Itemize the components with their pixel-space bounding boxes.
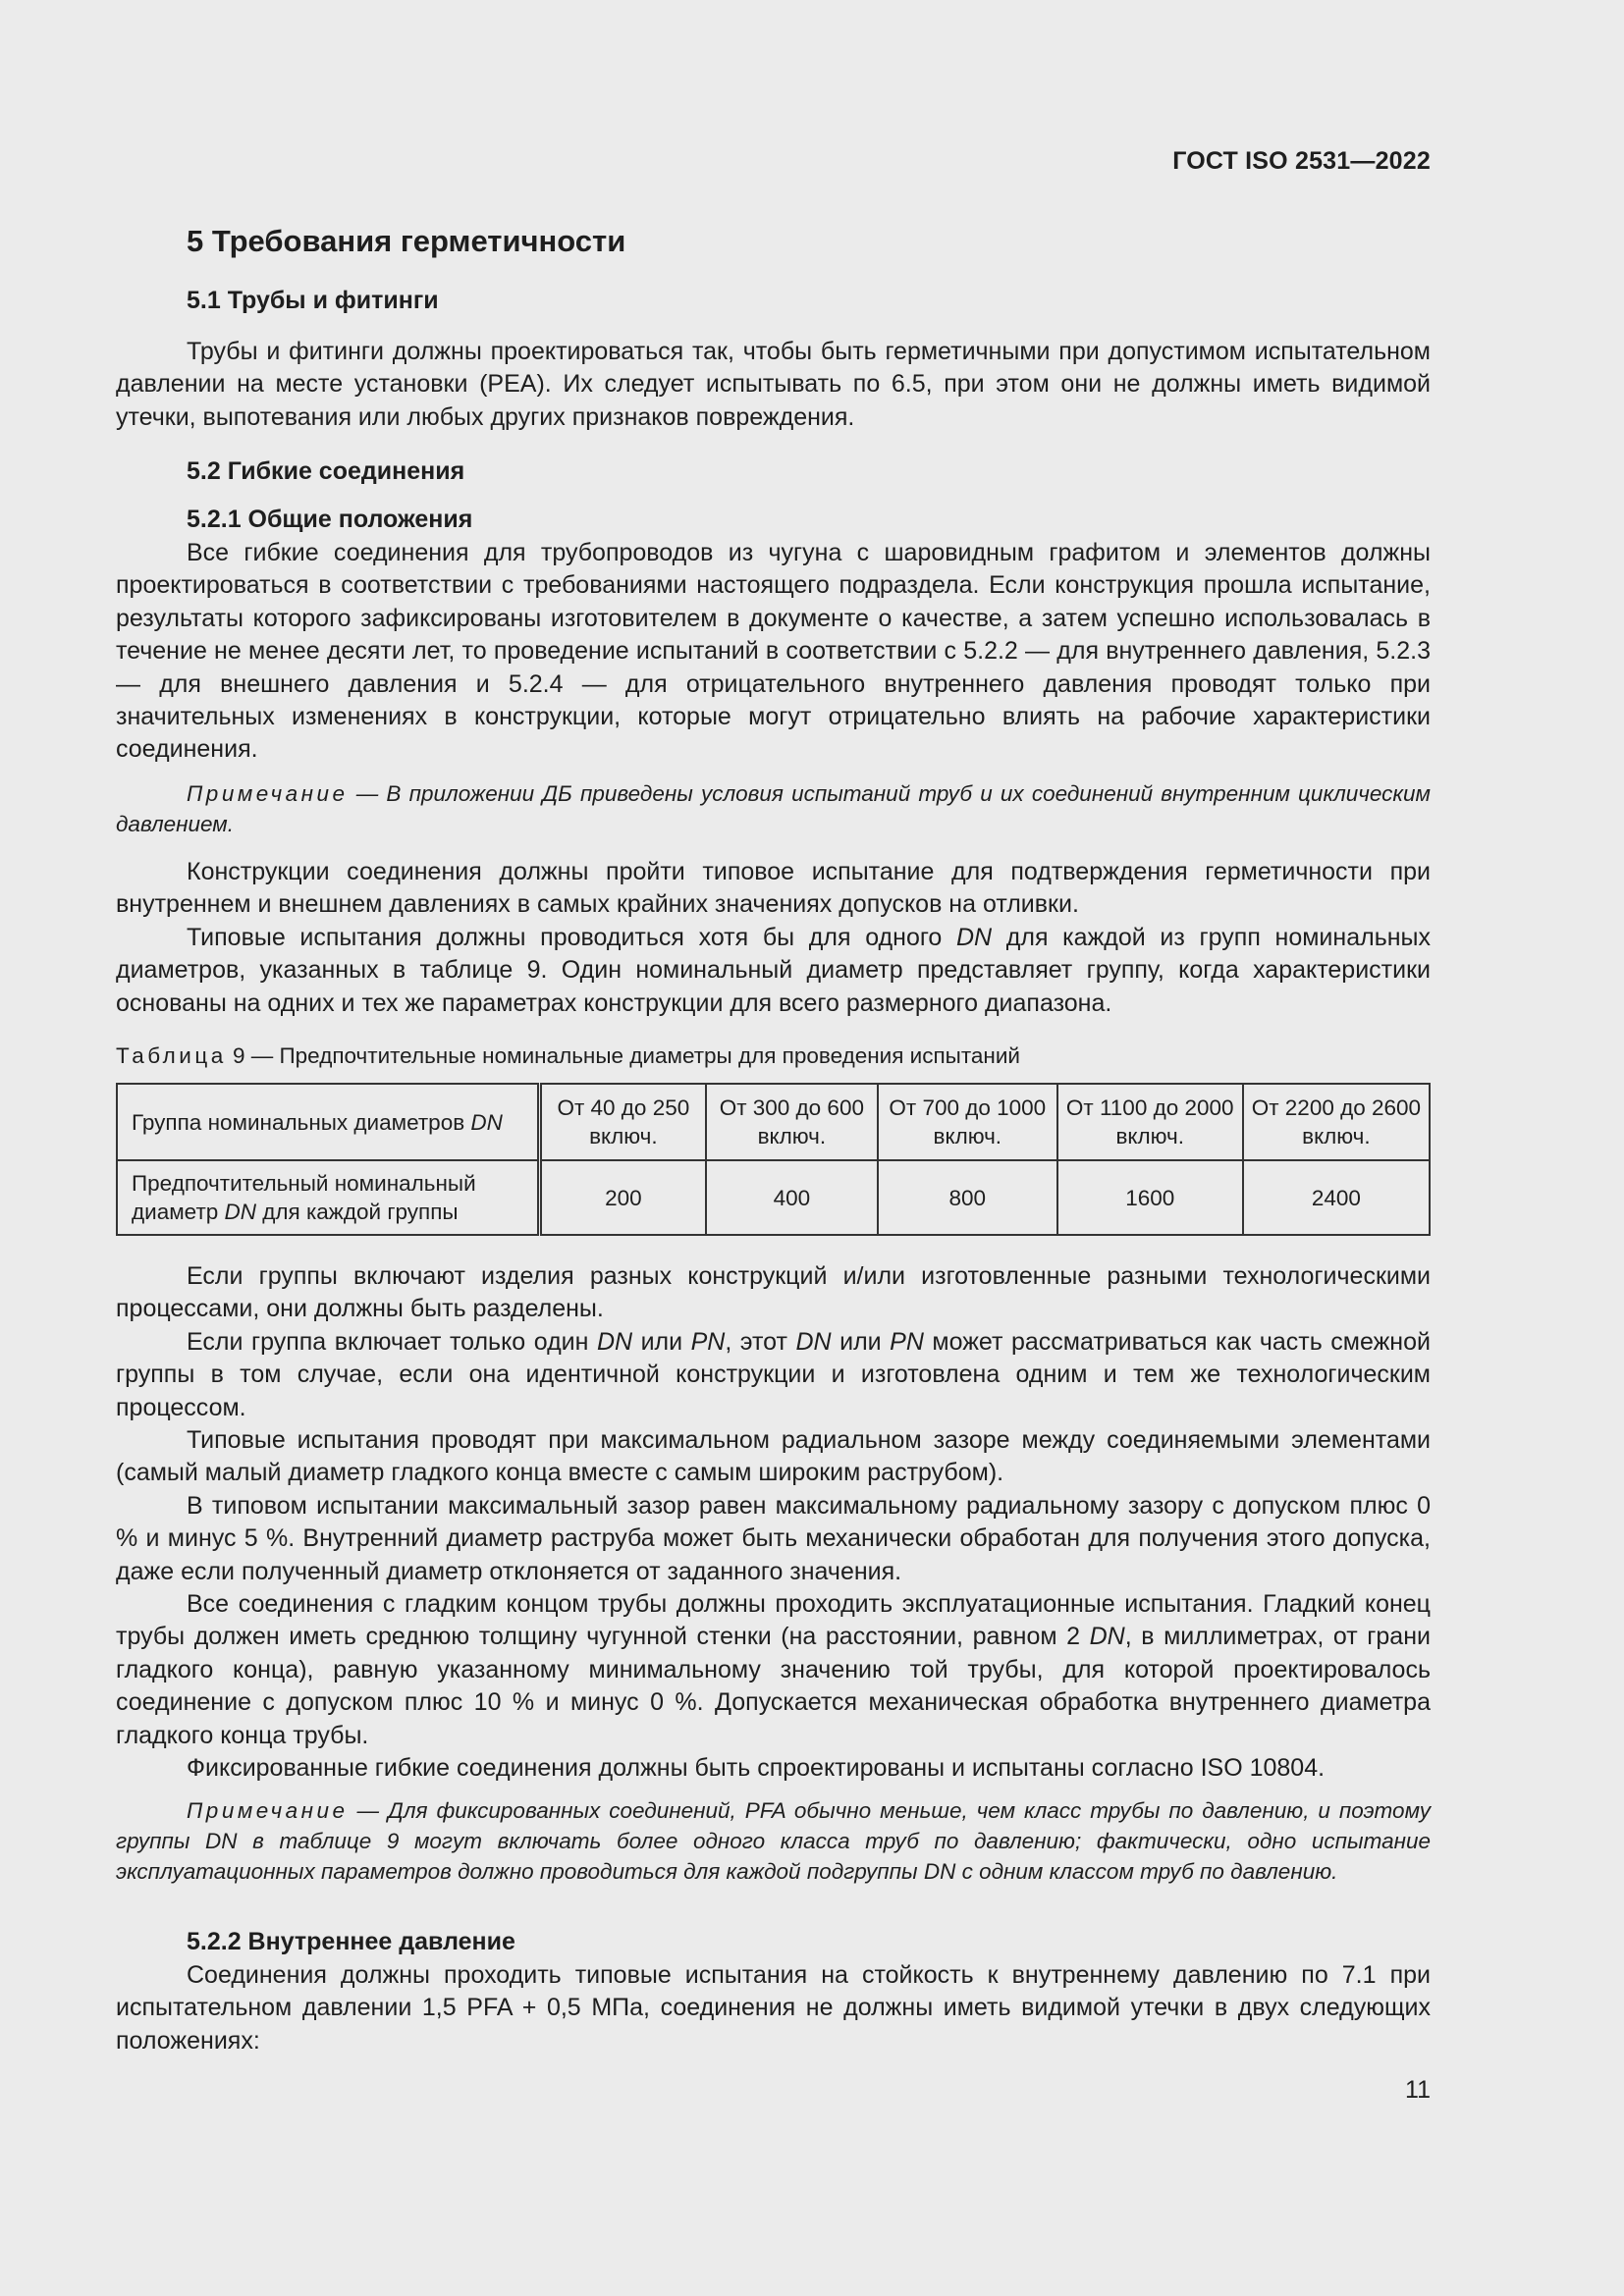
table-cell: 1600 bbox=[1057, 1160, 1243, 1235]
page-number: 11 bbox=[1405, 2076, 1431, 2104]
table-row-header: Предпочтительный номинальный диаметр DN для каждой группы bbox=[117, 1160, 540, 1235]
table-cell: 800 bbox=[878, 1160, 1057, 1235]
paragraph-general-2: Конструкции соединения должны пройти типовое испытание для подтверждения герметичности при внутреннем и внешнем давлениях в самых крайних значениях допусков на отливки. bbox=[116, 858, 1431, 919]
subsection-5-2-title: 5.2 Гибкие соединения bbox=[187, 457, 465, 485]
paragraph-single-dn: Если группа включает только один DN или PN, этот DN или PN может рассматриваться как часть смежной группы в том случае, если она идентичной конструкции и изготовлена одним и тем же технологическим процессом. bbox=[116, 1328, 1431, 1421]
table-row-header: Группа номинальных диаметров DN bbox=[117, 1084, 540, 1160]
subsection-5-1-text: Трубы и фитинги должны проектироваться так, чтобы быть герметичными при допустимом испытательном давлении на месте установки (PEA). Их следует испытывать по 6.5, при этом они не должны иметь видимой утечки, выпотевания или любых других признаков повреждения. bbox=[116, 338, 1431, 431]
table-cell: От 300 до 600 включ. bbox=[706, 1084, 878, 1160]
paragraph-general-3: Типовые испытания должны проводиться хотя бы для одного DN для каждой из групп номинальных диаметров, указанных в таблице 9. Один номинальный диаметр представляет группу, когда характеристики основаны на одних и тех же параметрах конструкции для всего размерного диапазона. bbox=[116, 924, 1431, 1017]
paragraph-restrained: Фиксированные гибкие соединения должны быть спроектированы и испытаны согласно ISO 10804. bbox=[187, 1754, 1326, 1782]
table-cell: 400 bbox=[706, 1160, 878, 1235]
table-cell: 2400 bbox=[1243, 1160, 1430, 1235]
standard-designation: ГОСТ ISO 2531—2022 bbox=[1172, 147, 1431, 175]
section-title: 5 Требования герметичности bbox=[187, 224, 626, 258]
note-label: Примечание bbox=[187, 1798, 349, 1823]
table-cell: 200 bbox=[540, 1160, 706, 1235]
table-cell: От 1100 до 2000 включ. bbox=[1057, 1084, 1243, 1160]
paragraph-groups: Если группы включают изделия разных конструкций и/или изготовленные разными технологическими процессами, они должны быть разделены. bbox=[116, 1262, 1431, 1323]
subsection-5-1-title: 5.1 Трубы и фитинги bbox=[187, 287, 439, 314]
table-cell: От 700 до 1000 включ. bbox=[878, 1084, 1057, 1160]
subsection-5-2-2-title: 5.2.2 Внутреннее давление bbox=[187, 1928, 515, 1955]
paragraph-radial-gap: Типовые испытания проводят при максимальном радиальном зазоре между соединяемыми элементами (самый малый диаметр гладкого конца вместе с самым широким раструбом). bbox=[116, 1426, 1431, 1487]
note-2 bbox=[116, 1795, 1431, 1887]
note-text: — Для фиксированных соединений, PFA обычно меньше, чем класс трубы по давлению, и поэтому группы DN в таблице 9 могут включать более одного класса труб по давлению; фактически, одно испытание эксплуатационных параметров должно проводиться для каждой подгруппы DN с одним классом труб по давлению. bbox=[116, 1798, 1431, 1884]
note-text: — В приложении ДБ приведены условия испытаний труб и их соединений внутренним циклическим давлением. bbox=[116, 781, 1431, 836]
paragraph-internal-pressure: Соединения должны проходить типовые испытания на стойкость к внутреннему давлению по 7.1 при испытательном давлении 1,5 PFA + 0,5 МПа, соединения не должны иметь видимой утечки в двух следующих положениях: bbox=[116, 1961, 1431, 2055]
table-cell: От 40 до 250 включ. bbox=[540, 1084, 706, 1160]
table-cell: От 2200 до 2600 включ. bbox=[1243, 1084, 1430, 1160]
table-caption: Таблица 9 — Предпочтительные номинальные диаметры для проведения испытаний bbox=[116, 1043, 1020, 1068]
subsection-5-2-1-title: 5.2.1 Общие положения bbox=[187, 506, 473, 533]
table-row bbox=[117, 1160, 1430, 1235]
paragraph-general-1: Все гибкие соединения для трубопроводов из чугуна с шаровидным графитом и элементов должны проектироваться в соответствии с требованиями настоящего подраздела. Если конструкция прошла испытание, результаты которого зафиксированы изготовителем в документе о качестве, а затем успешно использовалась в течение не менее десяти лет, то проведение испытаний в соответствии с 5.2.2 — для внутреннего давления, 5.2.3 — для внешнего давления и 5.2.4 — для отрицательного внутреннего давления проводят только при значительных изменениях в конструкции, которые могут отрицательно влиять на рабочие характеристики соединения. bbox=[116, 539, 1431, 764]
table-row bbox=[117, 1084, 1430, 1160]
paragraph-spigot: Все соединения с гладким концом трубы должны проходить эксплуатационные испытания. Гладкий конец трубы должен иметь среднюю толщину чугунной стенки (на расстоянии, равном 2 DN, в миллиметрах, от грани гладкого конца), равную указанному минимальному значению той трубы, для которой проектировалось соединение с допуском плюс 10 % и минус 0 %. Допускается механическая обработка внутреннего диаметра гладкого конца трубы. bbox=[116, 1590, 1431, 1749]
paragraph-max-gap: В типовом испытании максимальный зазор равен максимальному радиальному зазору с допуском плюс 0 % и минус 5 %. Внутренний диаметр раструба может быть механически обработан для получения этого допуска, даже если полученный диаметр отклоняется от заданного значения. bbox=[116, 1492, 1431, 1585]
table-9 bbox=[116, 1083, 1431, 1236]
note-1 bbox=[116, 778, 1431, 839]
note-label: Примечание bbox=[187, 781, 349, 806]
